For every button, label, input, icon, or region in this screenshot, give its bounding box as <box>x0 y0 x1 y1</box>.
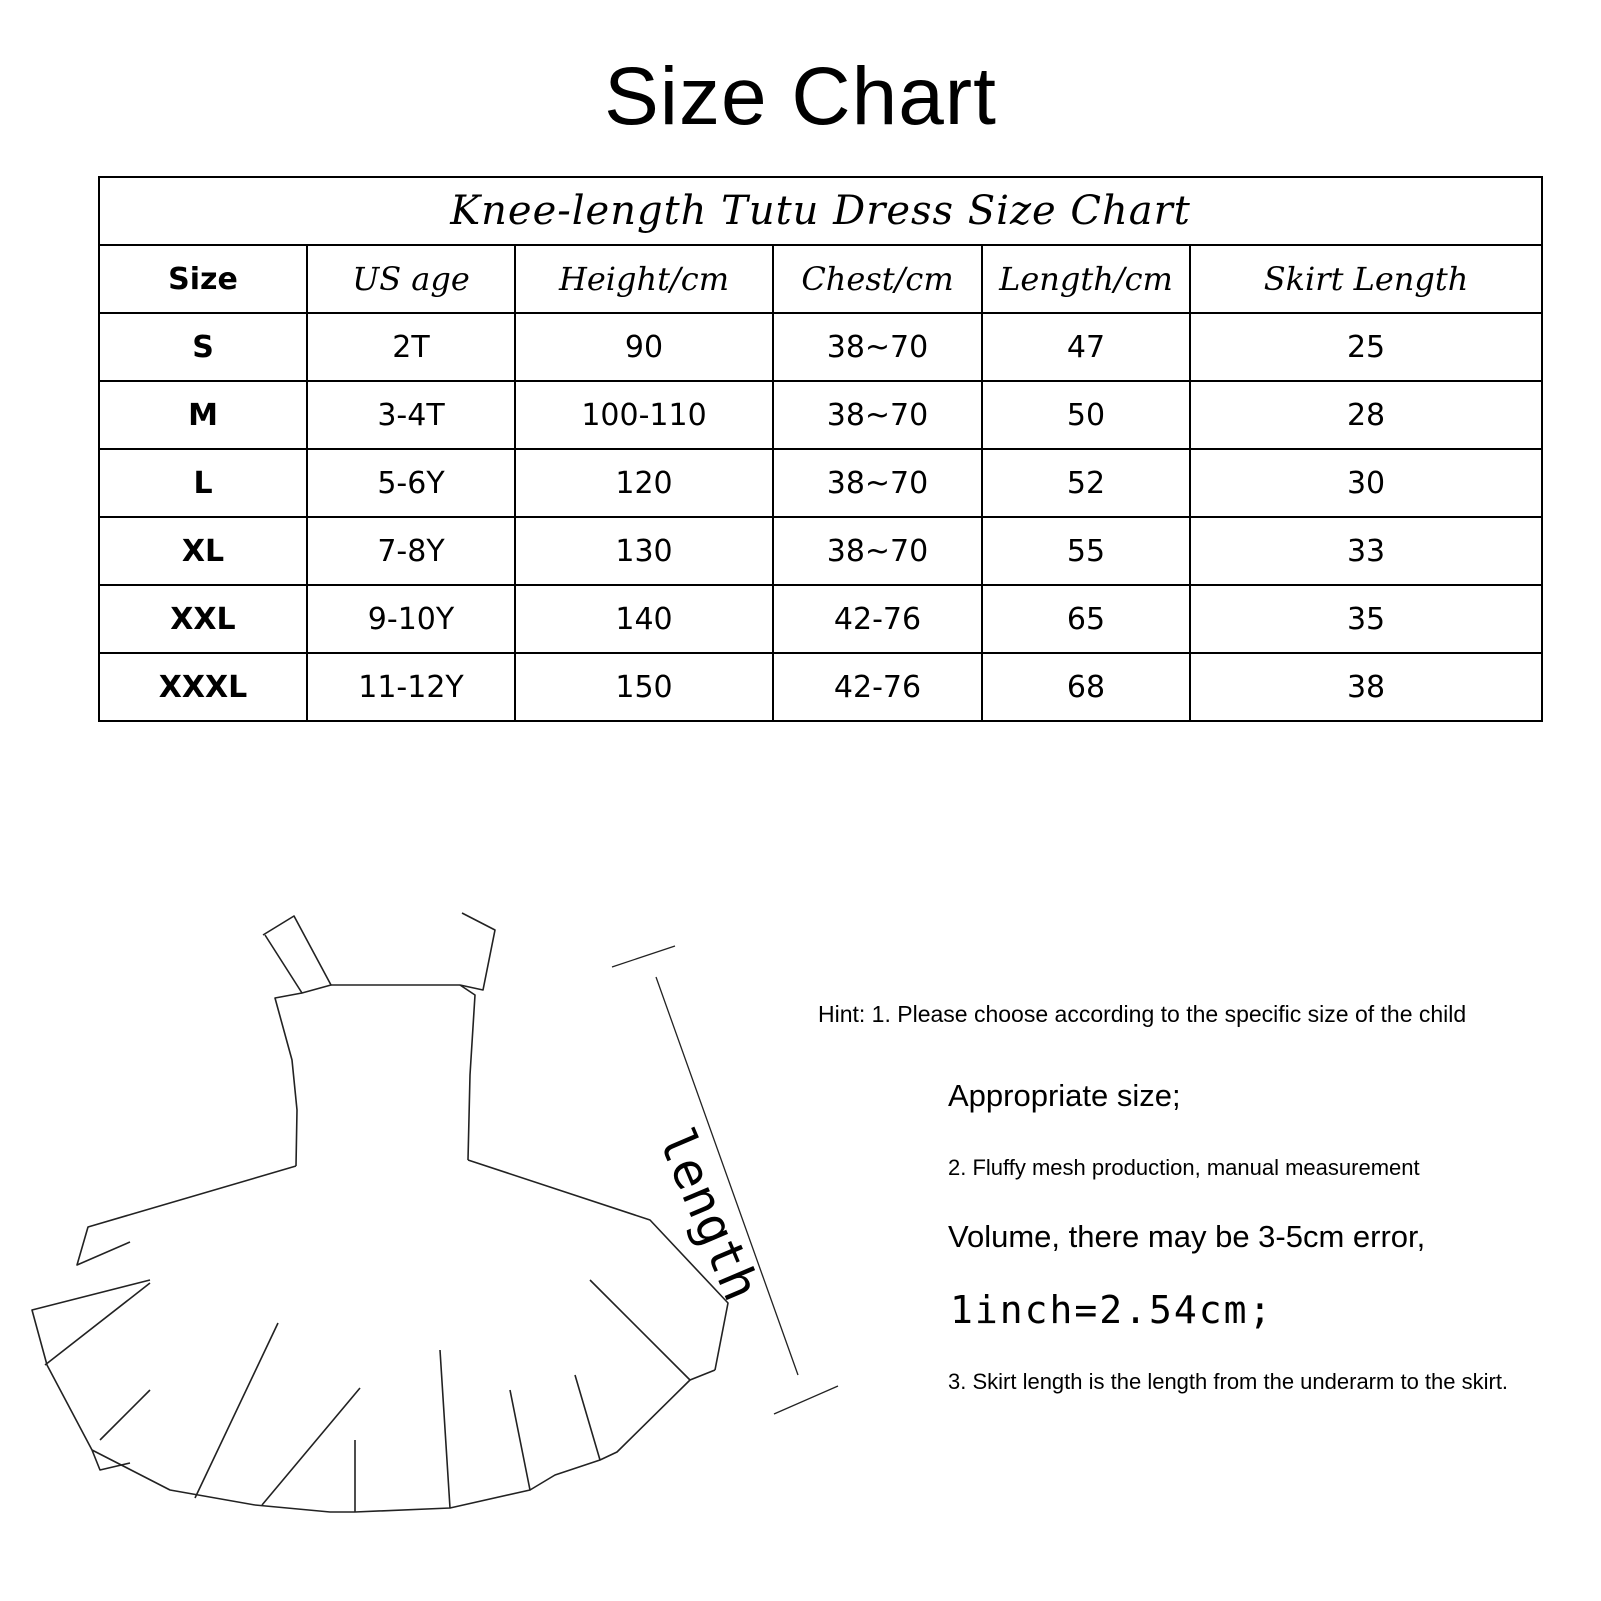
table-row <box>99 381 1542 449</box>
cell-length: 55 <box>982 517 1190 585</box>
length-label: length <box>646 1120 771 1309</box>
table-row <box>99 517 1542 585</box>
cell-chest: 38~70 <box>773 517 982 585</box>
cell-skirt-length: 33 <box>1190 517 1542 585</box>
header-size: Size <box>99 245 307 313</box>
hint-line-5: 1inch=2.54cm; <box>950 1288 1274 1332</box>
bodice-right <box>460 985 475 1160</box>
cell-chest: 42-76 <box>773 653 982 721</box>
upper-ruffle <box>77 1166 296 1265</box>
cell-size: XXL <box>99 585 307 653</box>
bodice <box>275 993 302 1166</box>
header-chest: Chest/cm <box>773 245 982 313</box>
header-skirt-length: Skirt Length <box>1190 245 1542 313</box>
cell-us-age: 7-8Y <box>307 517 515 585</box>
cell-height: 150 <box>515 653 773 721</box>
cell-chest: 42-76 <box>773 585 982 653</box>
table-row <box>99 313 1542 381</box>
table-row <box>99 449 1542 517</box>
cell-height: 100-110 <box>515 381 773 449</box>
right-strap <box>460 913 495 990</box>
cell-size: XL <box>99 517 307 585</box>
cell-size: L <box>99 449 307 517</box>
left-strap <box>263 916 331 993</box>
cell-height: 90 <box>515 313 773 381</box>
cell-length: 50 <box>982 381 1190 449</box>
hint-line-2: Appropriate size; <box>948 1078 1181 1113</box>
skirt-panel <box>530 1375 600 1490</box>
table-row <box>99 653 1542 721</box>
cell-us-age: 5-6Y <box>307 449 515 517</box>
ruffle-line <box>195 1323 278 1498</box>
cell-us-age: 11-12Y <box>307 653 515 721</box>
table-caption-row <box>99 177 1542 245</box>
dimension-tick-bottom <box>774 1386 838 1414</box>
cell-height: 120 <box>515 449 773 517</box>
skirt-left-panel <box>32 1280 150 1470</box>
cell-skirt-length: 25 <box>1190 313 1542 381</box>
cell-size: S <box>99 313 307 381</box>
cell-size: XXXL <box>99 653 307 721</box>
page-title: Size Chart <box>604 51 997 142</box>
cell-length: 65 <box>982 585 1190 653</box>
cell-height: 130 <box>515 517 773 585</box>
skirt-panel <box>355 1350 450 1512</box>
ruffle-line <box>262 1388 360 1505</box>
cell-chest: 38~70 <box>773 313 982 381</box>
cell-skirt-length: 28 <box>1190 381 1542 449</box>
cell-length: 68 <box>982 653 1190 721</box>
skirt-panel <box>92 1450 255 1505</box>
ruffle-line <box>100 1390 150 1440</box>
dimension-tick-top <box>612 946 675 967</box>
cell-chest: 38~70 <box>773 449 982 517</box>
dress-outline <box>32 913 728 1512</box>
cell-height: 140 <box>515 585 773 653</box>
cell-length: 52 <box>982 449 1190 517</box>
hint-line-4: Volume, there may be 3-5cm error, <box>948 1219 1426 1254</box>
cell-chest: 38~70 <box>773 381 982 449</box>
skirt-panel <box>450 1390 530 1508</box>
hint-line-1: Hint: 1. Please choose according to the specific size of the child <box>818 1001 1467 1027</box>
cell-us-age: 9-10Y <box>307 585 515 653</box>
header-length: Length/cm <box>982 245 1190 313</box>
table-row <box>99 585 1542 653</box>
header-height: Height/cm <box>515 245 773 313</box>
header-us-age: US age <box>307 245 515 313</box>
ruffle-line <box>45 1283 150 1365</box>
cell-skirt-length: 35 <box>1190 585 1542 653</box>
skirt-panel <box>590 1280 690 1460</box>
cell-us-age: 2T <box>307 313 515 381</box>
cell-length: 47 <box>982 313 1190 381</box>
ruffle-line <box>690 1370 715 1380</box>
skirt-panel <box>255 1505 355 1512</box>
cell-skirt-length: 30 <box>1190 449 1542 517</box>
hint-line-3: 2. Fluffy mesh production, manual measurement <box>948 1155 1420 1180</box>
size-chart-table <box>98 176 1543 722</box>
hint-line-6: 3. Skirt length is the length from the underarm to the skirt. <box>948 1369 1509 1394</box>
table-header-row <box>99 245 1542 313</box>
cell-us-age: 3-4T <box>307 381 515 449</box>
cell-size: M <box>99 381 307 449</box>
cell-skirt-length: 38 <box>1190 653 1542 721</box>
table-caption: Knee-length Tutu Dress Size Chart <box>99 177 1542 245</box>
